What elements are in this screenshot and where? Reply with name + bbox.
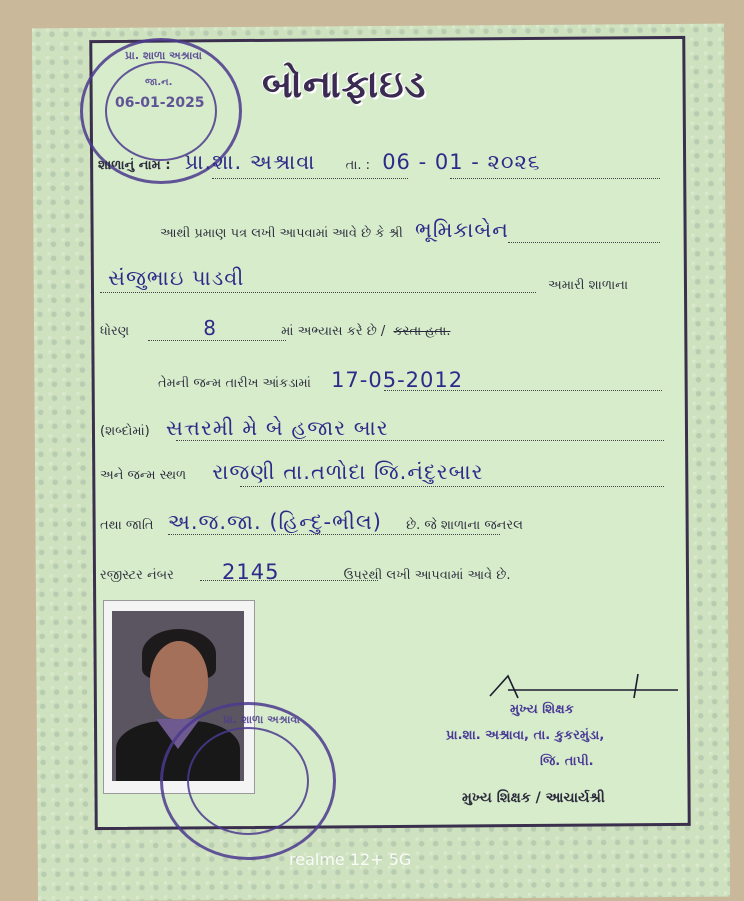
reg-suffix: ઉપરથી લખી આપવામાં આવે છે.	[343, 568, 511, 583]
std-suffix: માં અભ્યાસ કરે છે /	[281, 324, 386, 339]
date-value: 06 - 01 - ૨૦૨૬	[382, 150, 541, 174]
intro-text: આથી પ્રમાણ પત્ર લખી આપવામાં આવે છે કે શ્રી	[160, 226, 403, 241]
student-rest-name: સંજુભાઇ પાડવી	[108, 266, 245, 290]
birthplace-label: અને જન્મ સ્થળ	[100, 468, 187, 483]
birthplace-row	[100, 460, 483, 485]
school-row	[98, 150, 541, 175]
stamp-top-date: 06-01-2025	[115, 95, 205, 111]
std-struck: કરતા હતા.	[393, 324, 451, 339]
std-value: 8	[203, 316, 217, 340]
document-title: બોનાફાઇડ	[262, 62, 427, 106]
stamp-top-mid-label: જા.ન.	[145, 77, 173, 88]
std-row	[100, 316, 450, 340]
student-row	[108, 266, 244, 291]
std-label: ધોરણ	[100, 324, 130, 339]
caste-label: તથા જાતિ	[100, 518, 154, 533]
dob-words-row	[100, 416, 389, 441]
school-label: શાળાનું નામ :	[98, 158, 171, 173]
school-name: પ્રા.શા. અશ્રાવા	[184, 150, 316, 174]
school-suffix: અમારી શાળાના	[548, 278, 629, 293]
intro-row	[160, 218, 509, 243]
school-stamp-bottom	[160, 702, 336, 860]
dob-row	[158, 368, 463, 392]
signature	[488, 672, 688, 702]
caste-suffix: છે. જે શાળાના જનરલ	[406, 518, 523, 533]
student-first-name: ભૂમિકાબેન	[415, 218, 509, 242]
dob-value: 17-05-2012	[331, 368, 464, 392]
dob-words-label: (શબ્દોમાં)	[100, 424, 150, 439]
birthplace-value: રાજણી તા.તળોદા જિ.નંદુરબાર	[212, 460, 484, 484]
dob-words-value: સત્તરમી મે બે હજાર બાર	[165, 416, 389, 440]
camera-watermark: realme 12+ 5G	[289, 850, 412, 869]
sign-line-3: જિ. તાપી.	[540, 754, 594, 769]
date-label: તા. :	[345, 158, 371, 173]
reg-label: રજીસ્ટર નંબર	[100, 568, 174, 583]
caste-value: અ.જ.જા. (હિન્દુ-ભીલ)	[167, 510, 382, 534]
footer-signatory: મુખ્ય શિક્ષક / આચાર્યશ્રી	[462, 790, 605, 806]
sign-line-2: પ્રા.શા. અશ્રાવા, તા. કુકરમુંડા,	[446, 728, 605, 743]
reg-value: 2145	[221, 560, 280, 584]
stamp-top-outer-text: પ્રા. શાળા અશ્રાવા	[125, 49, 202, 62]
stamp-bottom-outer-text: પ્રા. શાળા અશ્રાવા	[223, 713, 300, 726]
dob-label: તેમની જન્મ તારીખ આંકડામાં	[158, 376, 311, 391]
sign-line-1: મુખ્ય શિક્ષક	[510, 702, 574, 717]
caste-row	[100, 510, 523, 535]
